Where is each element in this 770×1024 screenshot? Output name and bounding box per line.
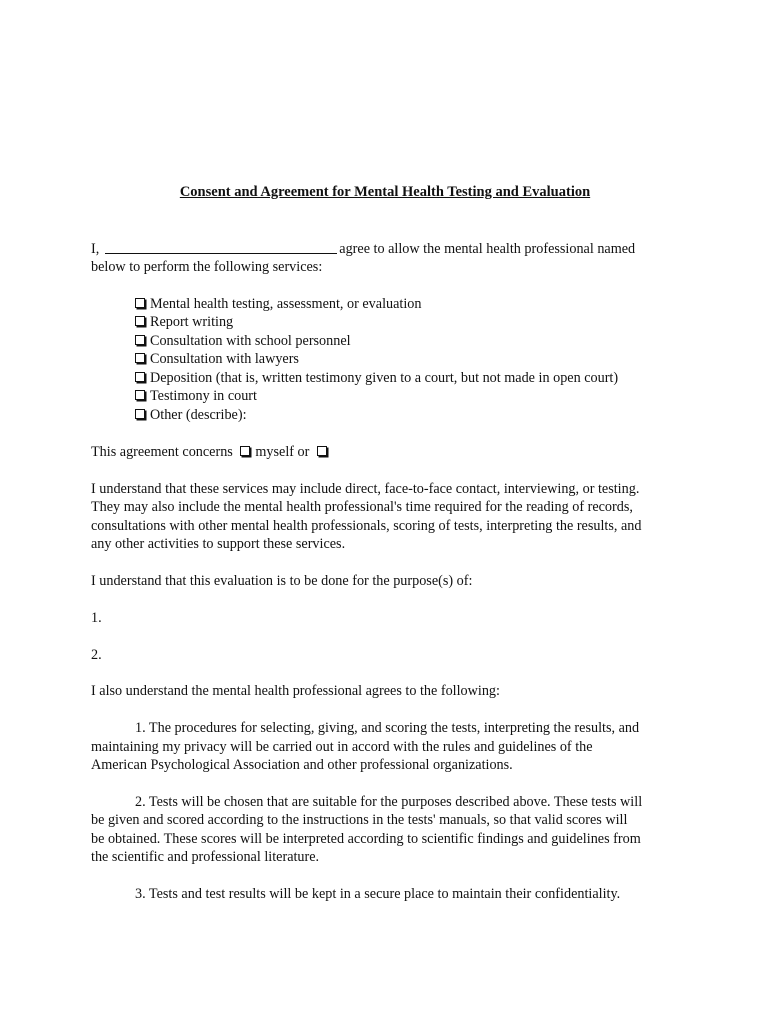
service-item xyxy=(135,388,257,405)
page-title: Consent and Agreement for Mental Health Testing and Evaluation xyxy=(179,184,591,200)
purpose-intro: I understand that this evaluation is to be done for the purpose(s) of: xyxy=(91,573,473,589)
intro-line-1 xyxy=(91,241,635,258)
service-label: Deposition (that is, written testimony given to a court, but not made in open court) xyxy=(150,370,619,386)
checkbox-icon[interactable] xyxy=(135,316,145,326)
checkbox-icon[interactable] xyxy=(135,390,145,400)
service-label: Report writing xyxy=(150,314,234,330)
service-item xyxy=(135,407,247,424)
service-label: Consultation with school personnel xyxy=(150,333,351,349)
point-line: American Psychological Association and other professional organizations. xyxy=(91,757,513,773)
point-line: be obtained. These scores will be interpreted according to scientific findings and guidelines from xyxy=(91,831,641,847)
checkbox-icon[interactable] xyxy=(135,298,145,308)
point-line: 1. The procedures for selecting, giving, and scoring the tests, interpreting the results, and xyxy=(135,720,640,736)
checkbox-icon[interactable] xyxy=(240,446,250,456)
service-label: Testimony in court xyxy=(150,388,257,404)
purpose-item: 1. xyxy=(91,610,102,626)
intro-suffix: agree to allow the mental health professional named xyxy=(339,241,636,257)
understand-line: consultations with other mental health professionals, scoring of tests, interpreting the results, and xyxy=(91,518,642,534)
service-item xyxy=(135,351,299,368)
service-item xyxy=(135,314,233,331)
understand-line: I understand that these services may include direct, face-to-face contact, interviewing, or testing. xyxy=(91,481,640,497)
intro-line-2: below to perform the following services: xyxy=(91,259,323,275)
point-line: 2. Tests will be chosen that are suitable for the purposes described above. These tests will xyxy=(135,794,643,810)
checkbox-icon[interactable] xyxy=(317,446,327,456)
point-line: the scientific and professional literature. xyxy=(91,849,320,865)
checkbox-icon[interactable] xyxy=(135,335,145,345)
concerns-label: This agreement concerns xyxy=(91,444,233,460)
service-label: Mental health testing, assessment, or evaluation xyxy=(150,296,422,312)
point-line: be given and scored according to the instructions in the tests' manuals, so that valid scores will xyxy=(91,812,628,828)
agrees-intro: I also understand the mental health professional agrees to the following: xyxy=(91,683,500,699)
service-label: Consultation with lawyers xyxy=(150,351,299,367)
checkbox-icon[interactable] xyxy=(135,372,145,382)
service-item xyxy=(135,333,351,350)
point-line: 3. Tests and test results will be kept in a secure place to maintain their confidentiality. xyxy=(135,886,621,902)
service-item xyxy=(135,370,618,387)
concerns-line xyxy=(91,444,332,461)
understand-line: any other activities to support these services. xyxy=(91,536,346,552)
point-line: maintaining my privacy will be carried out in accord with the rules and guidelines of the xyxy=(91,739,593,755)
checkbox-icon[interactable] xyxy=(135,353,145,363)
checkbox-icon[interactable] xyxy=(135,409,145,419)
understand-line: They may also include the mental health professional's time required for the reading of records, xyxy=(91,499,633,515)
service-label: Other (describe): xyxy=(150,407,247,423)
purpose-item: 2. xyxy=(91,647,102,663)
name-blank-field[interactable] xyxy=(105,242,337,254)
service-item xyxy=(135,296,421,313)
intro-prefix: I, xyxy=(91,241,100,257)
myself-label: myself or xyxy=(255,444,310,460)
